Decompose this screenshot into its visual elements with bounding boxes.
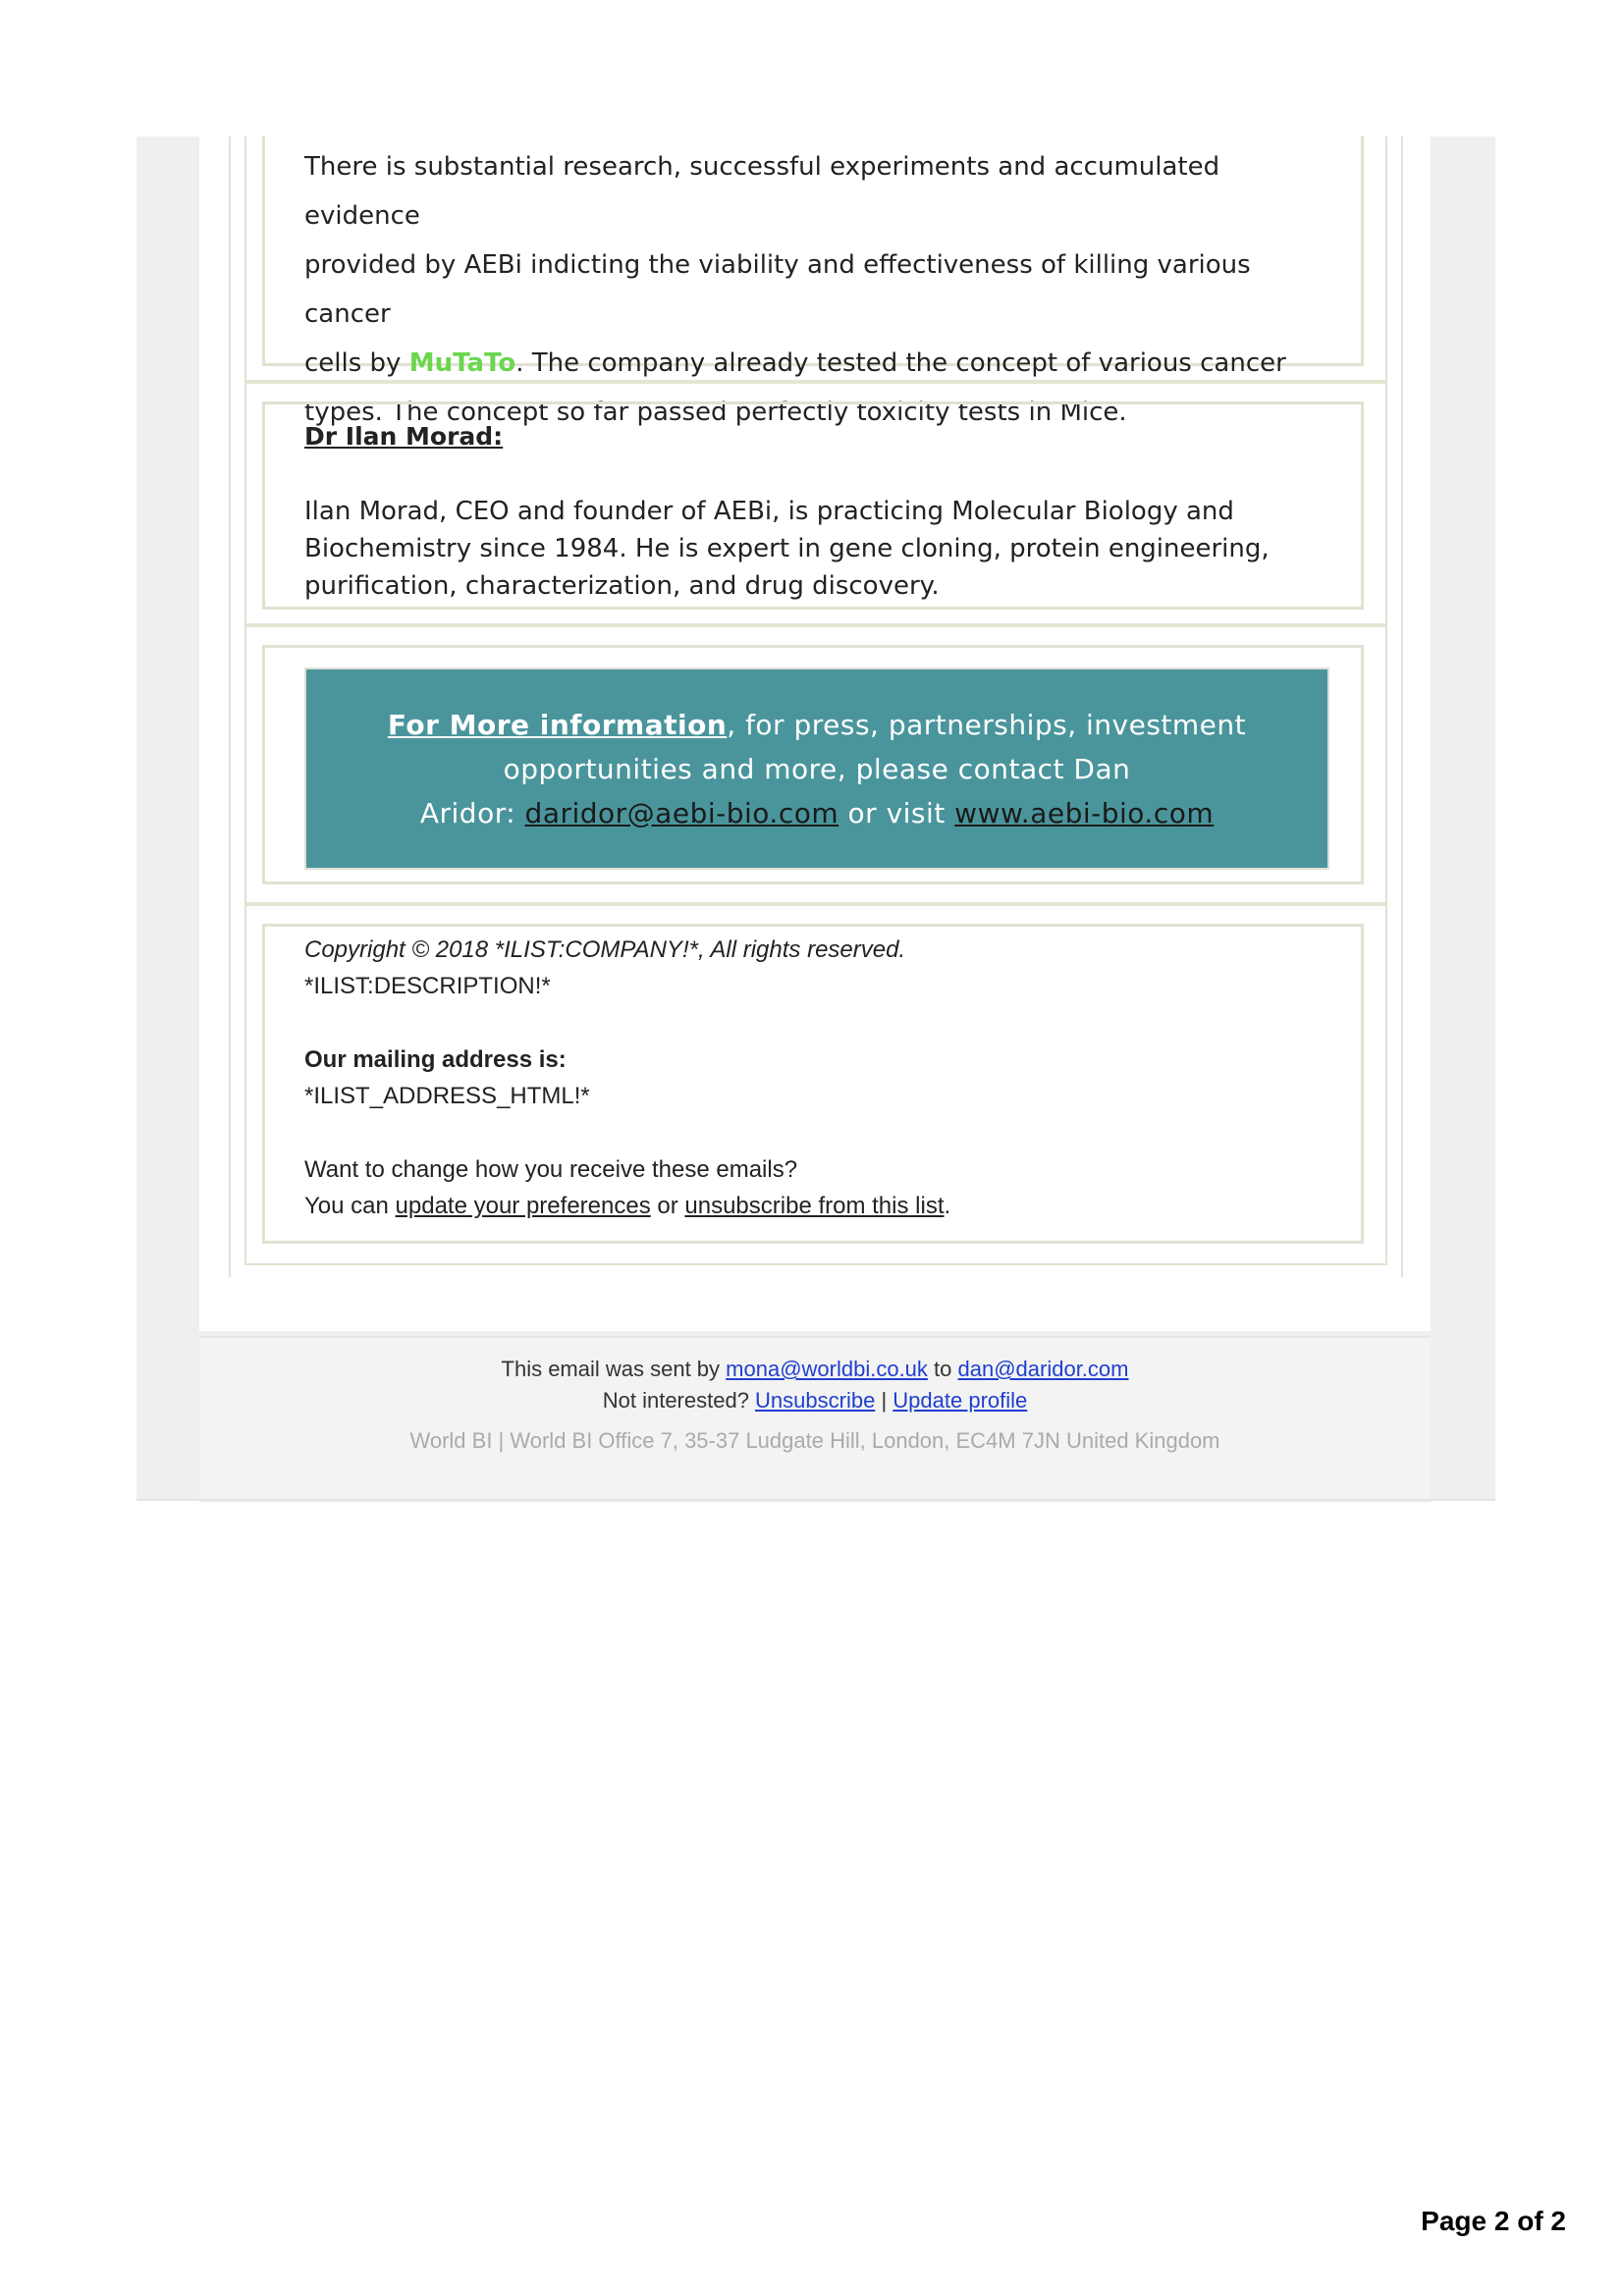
sender-address: World BI | World BI Office 7, 35-37 Ludgate Hill, London, EC4M 7JN United Kingdom — [409, 1428, 1220, 1453]
cta-wrapper — [262, 645, 1364, 884]
bio-line: Biochemistry since 1984. He is expert in gene cloning, protein engineering, — [304, 534, 1270, 563]
email-frame — [136, 136, 1495, 1501]
contact-banner — [304, 667, 1329, 870]
cta-text-span: , for press, partnerships, investment — [727, 708, 1247, 741]
more-info-link[interactable]: For More information — [387, 708, 728, 741]
research-line: types. The concept so far passed perfectly toxicity tests in Mice. — [304, 398, 1127, 427]
email-body — [199, 136, 1431, 1331]
research-line — [304, 339, 1335, 388]
cta-section — [246, 627, 1385, 906]
copyright-text: Copyright © 2018 *ILIST:COMPANY!*, All rights reserved. — [304, 936, 906, 963]
cta-text-span: or visit — [839, 796, 955, 829]
contact-text — [346, 703, 1288, 835]
cta-text-span: opportunities and more, please contact Dan — [503, 752, 1131, 785]
sender-email-link[interactable]: mona@worldbi.co.uk — [726, 1357, 928, 1381]
research-line: There is substantial research, successful experiments and accumulated evidence — [304, 152, 1220, 231]
bio-title: Dr Ilan Morad: — [304, 422, 504, 451]
sent-text: This email was sent by — [501, 1357, 727, 1381]
footer-box — [262, 924, 1364, 1244]
recipient-email-link[interactable]: dan@daridor.com — [957, 1357, 1129, 1381]
mutato-brand: MuTaTo — [408, 348, 516, 378]
footer-text-span: or — [650, 1193, 685, 1219]
cta-text-span: Aridor: — [419, 796, 525, 829]
preferences-line — [304, 1193, 950, 1220]
mailing-address-label: Our mailing address is: — [304, 1046, 567, 1073]
research-section — [246, 136, 1385, 427]
page-number: Page 2 of 2 — [1421, 2206, 1566, 2236]
research-text-span: . The company already tested the concept of various cancer — [515, 348, 1286, 378]
footer-text-span: You can — [304, 1193, 396, 1219]
content-container-inner — [244, 136, 1387, 1265]
sender-footer — [199, 1336, 1431, 1503]
unsubscribe-line — [199, 1388, 1431, 1414]
bio-line: Ilan Morad, CEO and founder of AEBi, is practicing Molecular Biology and — [304, 497, 1234, 526]
research-box — [262, 136, 1364, 427]
mailing-address: *ILIST_ADDRESS_HTML!* — [304, 1083, 590, 1109]
sent-text: to — [927, 1357, 958, 1381]
bio-section — [246, 384, 1385, 627]
bio-paragraph — [304, 493, 1335, 605]
change-prompt: Want to change how you receive these emails? — [304, 1156, 798, 1183]
bio-line: purification, characterization, and drug discovery. — [304, 571, 940, 601]
sent-by-line — [199, 1357, 1431, 1382]
website-link[interactable]: www.aebi-bio.com — [954, 796, 1215, 829]
contact-email-link[interactable]: daridor@aebi-bio.com — [524, 796, 839, 829]
unsubscribe-list-link[interactable]: unsubscribe from this list — [684, 1193, 945, 1219]
research-text-span: cells by — [304, 348, 409, 378]
update-profile-link[interactable]: Update profile — [893, 1388, 1028, 1413]
separator: | — [875, 1388, 893, 1413]
list-description: *ILIST:DESCRIPTION!* — [304, 973, 551, 999]
update-preferences-link[interactable]: update your preferences — [395, 1193, 651, 1219]
bio-box — [262, 401, 1364, 610]
footer-text-span: . — [944, 1193, 951, 1219]
footer-section — [246, 906, 1385, 1263]
research-line: provided by AEBi indicting the viability and effectiveness of killing various cancer — [304, 250, 1251, 329]
unsubscribe-link[interactable]: Unsubscribe — [755, 1388, 876, 1413]
content-container — [229, 136, 1403, 1277]
frame-bottom-border — [136, 1499, 1495, 1501]
not-interested-text: Not interested? — [602, 1388, 756, 1413]
